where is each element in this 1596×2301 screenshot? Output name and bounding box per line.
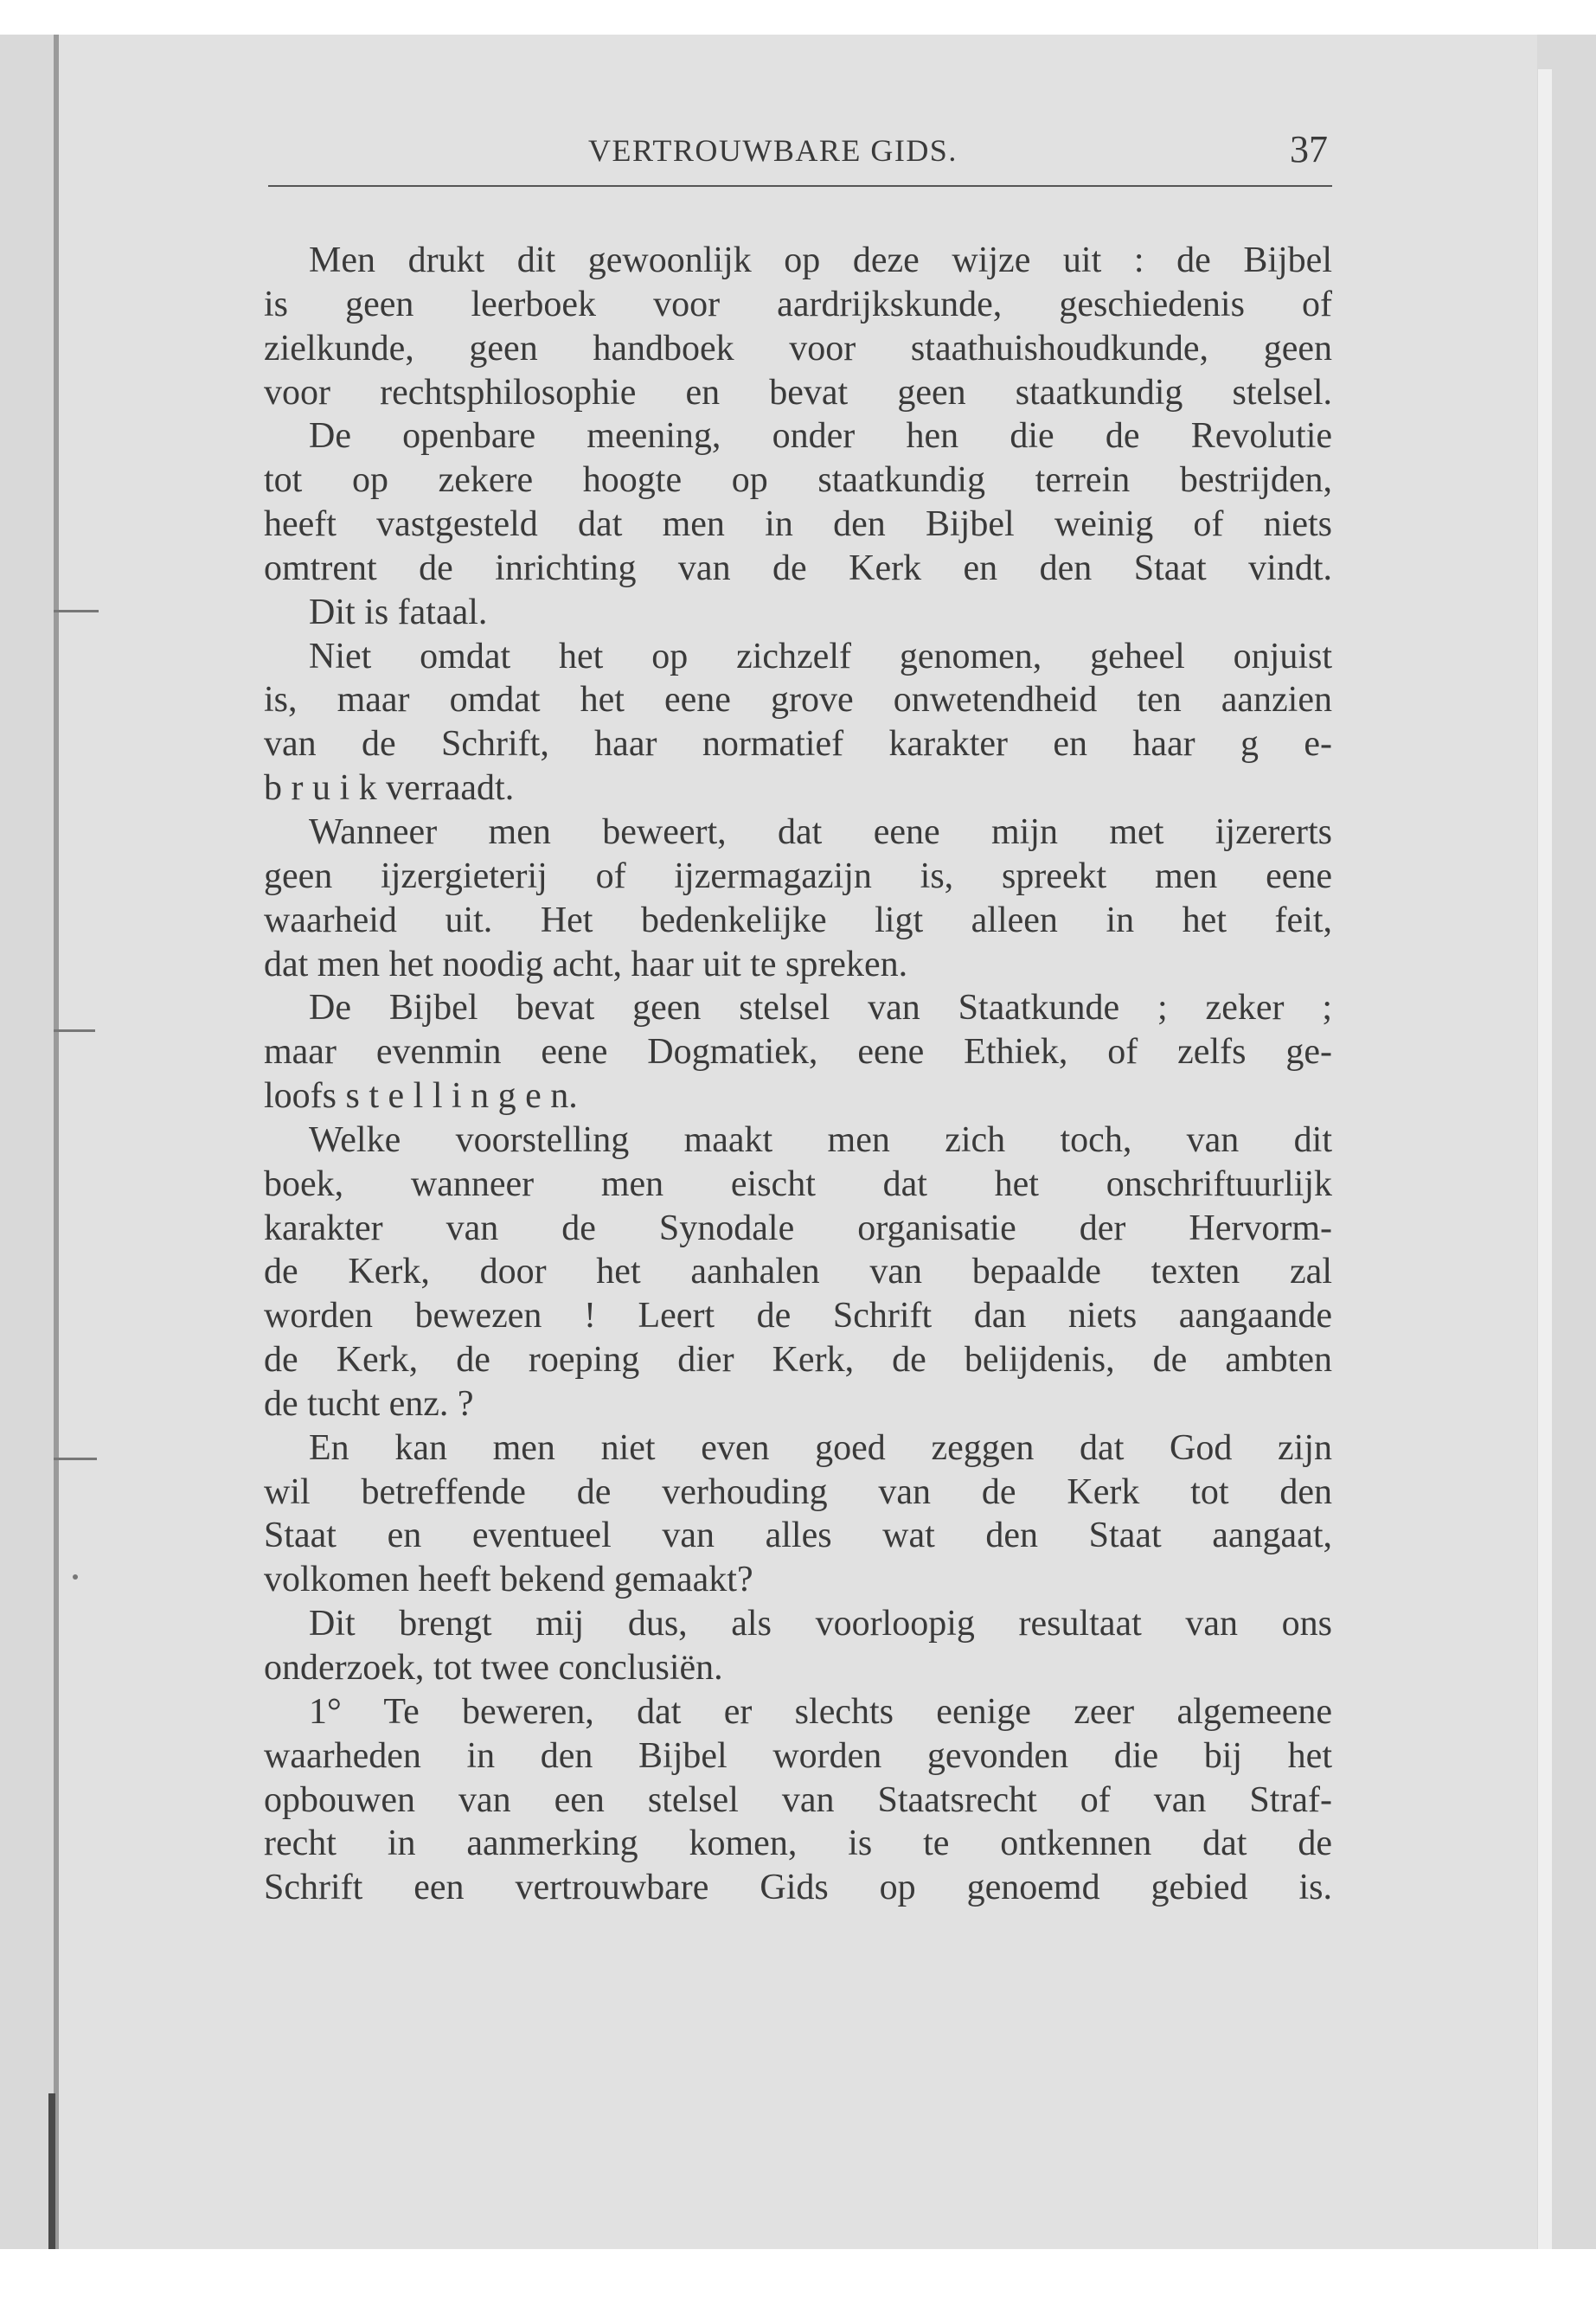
text-line: Dit brengt mij dus, als voorloopig resultaat van ons — [309, 1604, 1332, 1644]
text-line: volkomen heeft bekend gemaakt? — [264, 1560, 753, 1600]
text-line: geen ijzergieterij of ijzermagazijn is, spreekt men eene — [264, 856, 1332, 896]
text-line: Schrift een vertrouwbare Gids op genoemd gebied is. — [264, 1868, 1332, 1908]
text-line: Men drukt dit gewoonlijk op deze wijze uit : de Bijbel — [309, 240, 1332, 280]
text-line: is, maar omdat het eene grove onwetendheid ten aanzien — [264, 680, 1332, 721]
book-spine-shadow — [48, 2093, 55, 2249]
text-line: boek, wanneer men eischt dat het onschriftuurlijk — [264, 1163, 1332, 1204]
text-line: wil betreffende de verhouding van de Kerk tot den — [264, 1471, 1332, 1512]
text-line: de Kerk, door het aanhalen van bepaalde texten zal — [264, 1252, 1332, 1292]
body-text — [264, 239, 1332, 1910]
text-line: de Kerk, de roeping dier Kerk, de belijdenis, de ambten — [264, 1340, 1332, 1381]
text-line: Dit is fataal. — [309, 592, 488, 632]
text-line: voor rechtsphilosophie en bevat geen staatkundig stelsel. — [264, 372, 1332, 413]
page-bottom-margin — [0, 2249, 1596, 2301]
text-line: karakter van de Synodale organisatie der Hervorm- — [264, 1208, 1332, 1248]
text-line: waarheid uit. Het bedenkelijke ligt alleen in het feit, — [264, 900, 1332, 940]
text-line: maar evenmin eene Dogmatiek, eene Ethiek, of zelfs ge- — [264, 1032, 1332, 1073]
binding-tick-mark — [54, 1029, 95, 1032]
running-header — [260, 125, 1336, 177]
header-rule — [268, 185, 1332, 187]
text-line: recht in aanmerking komen, is te ontkennen dat de — [264, 1823, 1332, 1864]
text-line: Staat en eventueel van alles wat den Staat aangaat, — [264, 1516, 1332, 1556]
text-line: 1° Te beweren, dat er slechts eenige zeer algemeene — [309, 1691, 1332, 1732]
running-title: VERTROUWBARE GIDS. — [588, 133, 958, 168]
text-line: onderzoek, tot twee conclusiën. — [264, 1648, 723, 1688]
text-line: Welke voorstelling maakt men zich toch, van dit — [309, 1119, 1332, 1160]
text-line: omtrent de inrichting van de Kerk en den Staat vindt. — [264, 548, 1332, 588]
page-number: 37 — [1290, 128, 1328, 170]
text-line: worden bewezen ! Leert de Schrift dan niets aangaande — [264, 1296, 1332, 1336]
text-line: van de Schrift, haar normatief karakter en haar g e- — [264, 724, 1332, 765]
binding-dot-mark — [73, 1574, 78, 1580]
text-line: waarheden in den Bijbel worden gevonden die bij het — [264, 1735, 1332, 1776]
page-right-edge — [1538, 69, 1552, 2266]
text-line: zielkunde, geen handboek voor staathuishoudkunde, geen — [264, 328, 1332, 369]
text-line: De Bijbel bevat geen stelsel van Staatkunde ; zeker ; — [309, 988, 1332, 1029]
binding-tick-mark — [54, 1458, 97, 1460]
text-line: heeft vastgesteld dat men in den Bijbel weinig of niets — [264, 504, 1332, 545]
text-line: loofs s t e l l i n g e n. — [264, 1076, 578, 1117]
text-line: Wanneer men beweert, dat eene mijn met ijzererts — [309, 811, 1332, 852]
text-line: opbouwen van een stelsel van Staatsrecht of van Straf- — [264, 1779, 1332, 1820]
binding-tick-mark — [54, 610, 99, 612]
text-line: dat men het noodig acht, haar uit te spreken. — [264, 944, 908, 984]
text-line: b r u i k verraadt. — [264, 768, 515, 809]
text-line: de tucht enz. ? — [264, 1383, 474, 1424]
text-line: En kan men niet even goed zeggen dat God zijn — [309, 1427, 1332, 1468]
text-line: Niet omdat het op zichzelf genomen, geheel onjuist — [309, 636, 1332, 676]
text-line: tot op zekere hoogte op staatkundig terrein bestrijden, — [264, 460, 1332, 501]
page-binding-edge — [54, 35, 59, 2249]
text-line: is geen leerboek voor aardrijkskunde, geschiedenis of — [264, 284, 1332, 324]
text-line: De openbare meening, onder hen die de Revolutie — [309, 416, 1332, 457]
